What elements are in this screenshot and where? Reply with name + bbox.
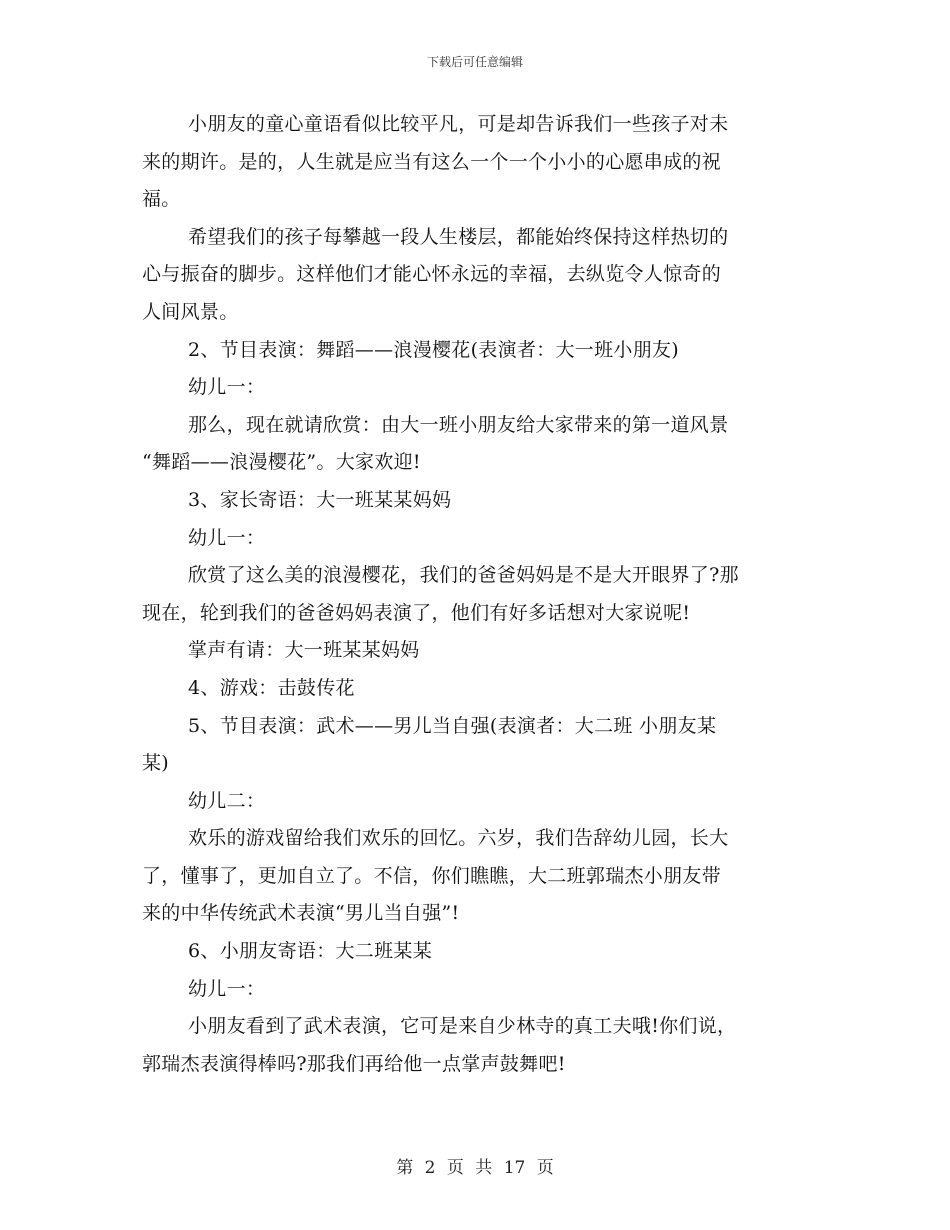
- text-line: 郭瑞杰表演得棒吗?那我们再给他一点掌声鼓舞吧!: [142, 1052, 566, 1075]
- text-line: 掌声有请：大一班某某妈妈: [188, 639, 420, 662]
- text-line: 心与振奋的脚步。这样他们才能心怀永远的幸福，去纵览令人惊奇的: [142, 263, 722, 286]
- page-header: 下载后可任意编辑: [426, 55, 523, 69]
- text-line: “舞蹈——浪漫樱花”。大家欢迎!: [142, 451, 421, 474]
- document-body: [142, 106, 802, 1083]
- text-line: 2、节目表演：舞蹈——浪漫樱花(表演者：大一班小朋友): [188, 338, 680, 361]
- text-line: 3、家长寄语：大一班某某妈妈: [188, 488, 452, 511]
- text-line: 欢乐的游戏留给我们欢乐的回忆。六岁，我们告辞幼儿园，长大: [188, 827, 729, 850]
- text-line: 现在，轮到我们的爸爸妈妈表演了，他们有好多话想对大家说呢!: [142, 601, 691, 624]
- text-line: 那么，现在就请欣赏：由大一班小朋友给大家带来的第一道风景: [188, 413, 729, 436]
- text-line: 小朋友看到了武术表演，它可是来自少林寺的真工夫哦!你们说，: [188, 1015, 737, 1038]
- text-line: 来的期许。是的，人生就是应当有这么一个一个小小的心愿串成的祝: [142, 150, 722, 173]
- text-line: 来的中华传统武术表演“男儿当自强”!: [142, 902, 460, 925]
- text-line: 4、游戏：击鼓传花: [188, 676, 355, 699]
- text-line: 6、小朋友寄语：大二班某某: [188, 940, 432, 963]
- page-footer: 第 2 页 共 17 页: [396, 1158, 554, 1178]
- text-line: 幼儿一：: [188, 526, 266, 549]
- text-line: 幼儿一：: [188, 977, 266, 1000]
- text-line: 了，懂事了，更加自立了。不信，你们瞧瞧，大二班郭瑞杰小朋友带: [142, 864, 722, 887]
- text-line: 人间风景。: [142, 300, 239, 323]
- text-line: 幼儿一：: [188, 376, 266, 399]
- text-line: 幼儿二：: [188, 789, 266, 812]
- text-line: 希望我们的孩子每攀越一段人生楼层，都能始终保持这样热切的: [188, 225, 729, 248]
- text-line: 福。: [142, 188, 181, 211]
- text-line: 某): [142, 752, 170, 775]
- text-line: 5、节目表演：武术——男儿当自强(表演者：大二班 小朋友某: [188, 714, 717, 737]
- text-line: 小朋友的童心童语看似比较平凡，可是却告诉我们一些孩子对未: [188, 113, 729, 135]
- text-line: 欣赏了这么美的浪漫樱花，我们的爸爸妈妈是不是大开眼界了?那: [188, 564, 739, 587]
